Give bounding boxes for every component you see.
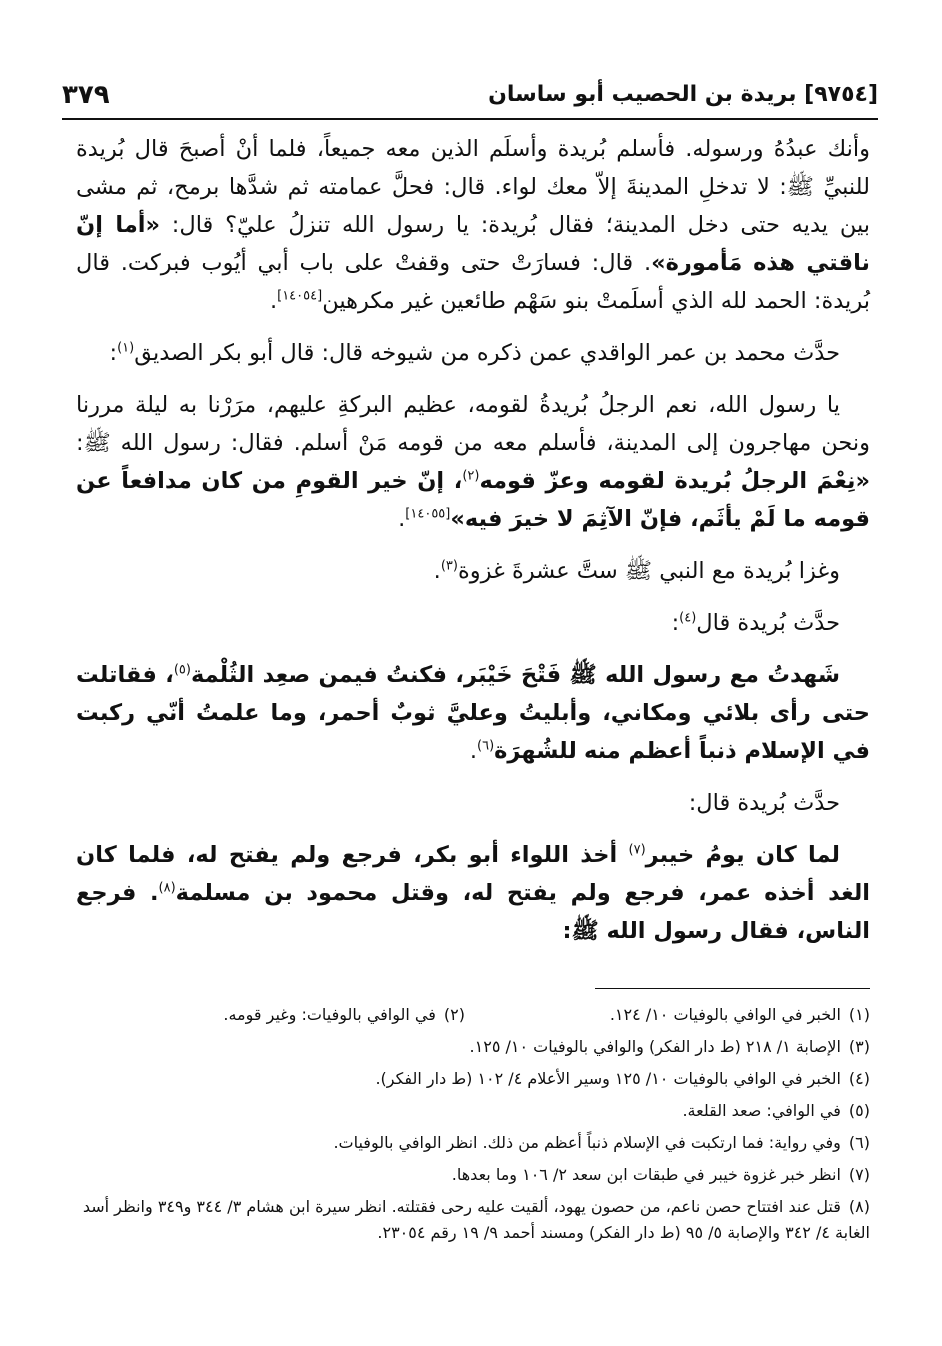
footnote-text: في الوافي بالوفيات: وغير قومه. [223,1005,436,1024]
footnote-row [60,1034,870,1060]
footnote-2 [60,1002,465,1028]
footnote-text: وانظر أسد الغابة ٤/ ٣٤٢ والإصابة ٥/ ٩٥ (ط دار الفكر) ومسند أحمد ٩/ ١٩ رقم ٢٣٠٥٤. [82,1197,870,1242]
punctuation: : [671,610,680,636]
page-number: ٣٧٩ [62,80,110,110]
paragraph-4 [76,552,870,590]
footnote-number: (٨) [848,1197,870,1216]
line: للنبيِّ ﷺ: لا تدخلِ المدينةَ إلاّ معك لواء. قال: فحلَّ عمامته ثم شدَّها برمح، ثم مشى بين [76,174,870,238]
hadith-quote: لما كان يومُ خيبر [645,842,840,868]
footnote-3 [470,1034,870,1060]
footnote-text: قتل عند افتتاح حصن ناعم، من حصون يهود، ألقيت عليه رحى فقتلته. انظر سيرة ابن هشام ٣/ ٣٤٤ و٣٤٩ [157,1197,841,1216]
footnote-marker: (٤) [679,610,697,626]
line: وأنك عبدُهُ ورسوله. فأسلم بُريدة وأسلَم الذين معه جميعاً، فلما أنْ أصبحَ قال بُريدة [76,136,870,162]
footnote-marker: (٧) [628,842,646,858]
footnote-row [60,1162,870,1188]
punctuation: . [269,288,278,314]
reference-number: [١٤٠٥٥] [405,506,451,522]
line: حدَّث بُريدة قال [696,610,840,636]
footnote-marker: (٥) [173,662,191,678]
footnote-1 [465,1002,870,1028]
footnote-text: وفي رواية: فما ارتكبت في الإسلام ذنباً أعظم من ذلك. انظر الوافي بالوفيات. [333,1133,841,1152]
footnote-row [60,1066,870,1092]
hadith-quote: . فرجع الناس، فقال رسول الله ﷺ: [76,880,870,944]
footnote-number: (٣) [848,1037,870,1056]
footnote-marker: (٣) [440,558,458,574]
hadith-quote: شَهدتُ مع رسول الله ﷺ فَتْحَ خَيْبَر، فكنتُ فيمن صعِد الثُلْمة [190,662,840,688]
hadith-quote: «أما إنّ ناقتي هذه [76,212,870,276]
line: وغزا بُريدة مع النبي ﷺ ستَّ عشرةَ غزوة [457,558,840,584]
hadith-quote: بلائي ومكاني، وأبليتُ وعليَّ ثوبٌ أحمر، وما علمتُ أنّي ركبت في الإسلام ذنباً أعظم منه [76,700,870,764]
hadith-quote: للشُهرَة [494,738,577,764]
paragraph-6 [76,656,870,770]
page-header [62,78,878,120]
paragraph-8 [76,836,870,950]
line: أسلَمتْ بنو سَهْم طائعين غير مكرهين [322,288,664,314]
punctuation: . [433,558,441,584]
footnote-8 [60,1194,870,1246]
punctuation: : [109,340,118,366]
hadith-quote: مَأمورة» [651,250,743,276]
line: حدَّث محمد بن عمر الواقدي عمن ذكره من شيوخه قال: قال أبو بكر الصديق [134,340,840,366]
footnote-marker: (١) [117,340,135,356]
hadith-quote: ، فقاتلت حتى رأى [76,662,870,726]
hadith-quote: فيه» [450,506,503,532]
punctuation: . [469,738,477,764]
hadith-quote: «نِعْمَ الرجلُ [740,468,870,494]
footnote-row [60,1130,870,1156]
line: يديه حتى دخل المدينة؛ فقال بُريدة: يا رسول الله تنزلُ عليّ؟ قال: [160,212,829,238]
reference-number: [١٤٠٥٤] [277,288,323,304]
footnote-text: في الوافي: صعد القلعة. [682,1101,841,1120]
footnote-number: (٦) [848,1133,870,1152]
hadith-quote: أخذ اللواء أبو بكر، فرجع ولم يفتح له، فلما كان الغد أخذه [76,842,871,906]
footnote-marker: (٢) [462,468,480,484]
footnote-text: الخبر في الوافي بالوفيات ١٠/ ١٢٤. [609,1005,841,1024]
paragraph-5 [76,604,870,642]
footnote-row [60,1002,870,1028]
footnote-number: (٢) [443,1005,465,1024]
paragraph-2 [76,334,870,372]
footnote-text: الإصابة ١/ ٢١٨ (ط دار الفكر) والوافي بالوفيات ١٠/ ١٢٥. [469,1037,841,1056]
main-text [76,130,870,964]
paragraph-1 [76,130,870,320]
footnote-5 [682,1098,870,1124]
footnote-marker: (٨) [158,880,176,896]
footnote-number: (١) [848,1005,870,1024]
footnote-number: (٤) [848,1069,870,1088]
hadith-quote: عمر، فرجع ولم يفتح له، وقتل محمود بن مسلمة [175,880,752,906]
footnote-number: (٥) [848,1101,870,1120]
footnote-7 [452,1162,870,1188]
paragraph-7 [76,784,870,822]
footnote-number: (٧) [848,1165,870,1184]
line: يا رسول الله، نعم الرجلُ بُريدةُ لقومه، عظيم البركةِ عليهم، مرَرْنا به ليلة مررنا ونحن [76,392,871,456]
running-title: [٩٧٥٤] بريدة بن الحصيب أبو ساسان [488,82,878,107]
footnote-row [60,1098,870,1124]
footnote-text: انظر خبر غزوة خيبر في طبقات ابن سعد ٢/ ١٠٦ وما بعدها. [451,1165,841,1184]
paragraph-3 [76,386,870,538]
footnote-4 [375,1066,870,1092]
punctuation: . [398,506,406,532]
hadith-quote: بُريدة لقومه وعزّ قومه [479,468,732,494]
footnote-row [60,1194,870,1246]
line: حدَّث بُريدة قال: [688,790,840,816]
footnote-6 [333,1130,870,1156]
footnotes [60,1002,870,1252]
line: . قال: فسارَتْ حتى وقفتْ على باب أبي أيُوب فبركت. قال بُريدة: الحمد لله الذي [76,250,870,314]
footnote-divider [595,988,870,989]
footnote-marker: (٦) [477,738,495,754]
line: مهاجرون إلى المدينة، فأسلم معه من قومه مَنْ أسلم. فقال: رسول الله ﷺ: [76,430,812,456]
hadith-quote: ، إنّ خير القومِ من كان مدافعاً عن قومه ما لَمْ يأثَم، فإنّ الآثِمَ لا خيرَ [76,468,870,532]
footnote-text: الخبر في الوافي بالوفيات ١٠/ ١٢٥ وسير الأعلام ٤/ ١٠٢ (ط دار الفكر). [375,1069,841,1088]
